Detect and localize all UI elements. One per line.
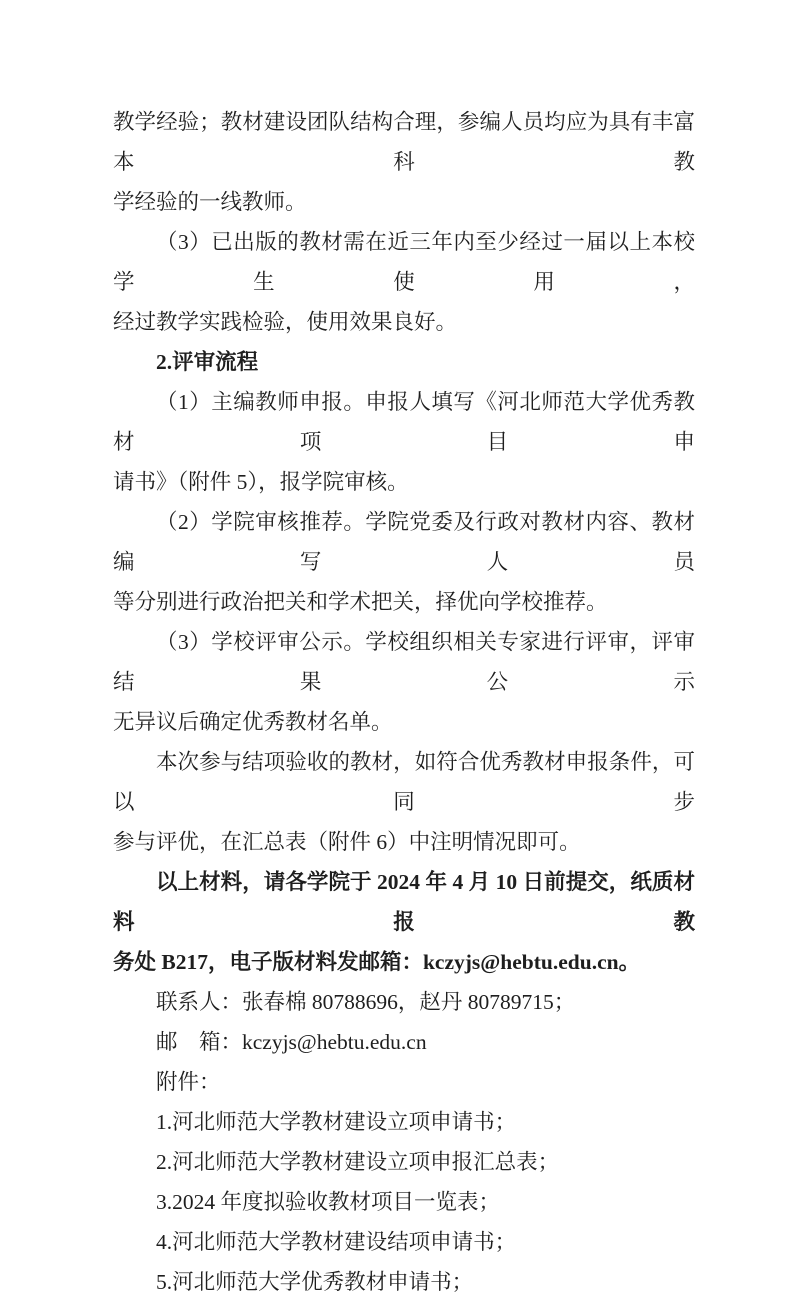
attachments-label: [113, 1062, 695, 1102]
attachment-item-1: [113, 1102, 695, 1142]
heading-review-process: [113, 342, 695, 382]
text-line: （3）已出版的教材需在近三年内至少经过一届以上本校学生使用，: [113, 230, 695, 294]
text-line: 以上材料，请各学院于 2024 年 4 月 10 日前提交，纸质材料报教: [113, 870, 695, 934]
text-line: 3.2024 年度拟验收教材项目一览表；: [156, 1190, 501, 1214]
text-line: 务处 B217，电子版材料发邮箱：kczyjs@hebtu.edu.cn。: [113, 950, 641, 974]
text-line: 1.河北师范大学教材建设立项申请书；: [156, 1110, 517, 1134]
text-line: 学经验的一线教师。: [113, 190, 307, 214]
attachment-item-5: [113, 1262, 695, 1302]
text-line: 本次参与结项验收的教材，如符合优秀教材申报条件，可以同步: [113, 750, 695, 814]
text-line: （2）学院审核推荐。学院党委及行政对教材内容、教材编写人员: [113, 510, 695, 574]
attachment-item-2: [113, 1142, 695, 1182]
attachment-item-4: [113, 1222, 695, 1262]
paragraph-email: [113, 1022, 695, 1062]
text-line: 4.河北师范大学教材建设结项申请书；: [156, 1230, 517, 1254]
text-line: 邮 箱：kczyjs@hebtu.edu.cn: [156, 1030, 427, 1054]
paragraph-item-3-published: [113, 222, 695, 342]
paragraph-submission-deadline: [113, 862, 695, 982]
text-line: 等分别进行政治把关和学术把关，择优向学校推荐。: [113, 590, 608, 614]
paragraph-step-1-declare: [113, 382, 695, 502]
paragraph-step-2-college-review: [113, 502, 695, 622]
text-line: 联系人：张春棉 80788696，赵丹 80789715；: [156, 990, 576, 1014]
attachment-item-3: [113, 1182, 695, 1222]
text-line: （3）学校评审公示。学校组织相关专家进行评审，评审结果公示: [113, 630, 695, 694]
text-line: 参与评优，在汇总表（附件 6）中注明情况即可。: [113, 830, 581, 854]
text-line: （1）主编教师申报。申报人填写《河北师范大学优秀教材项目申: [113, 390, 695, 454]
paragraph-step-3-school-review: [113, 622, 695, 742]
text-line: 5.河北师范大学优秀教材申请书；: [156, 1270, 474, 1294]
document-body: [113, 102, 695, 1302]
text-line: 2.河北师范大学教材建设立项申报汇总表；: [156, 1150, 560, 1174]
text-line: 附件：: [156, 1070, 221, 1094]
text-line: 2.评审流程: [156, 350, 259, 374]
text-line: 请书》（附件 5），报学院审核。: [113, 470, 409, 494]
text-line: 经过教学实践检验，使用效果良好。: [113, 310, 458, 334]
paragraph-concurrent-application: [113, 742, 695, 862]
text-line: 无异议后确定优秀教材名单。: [113, 710, 393, 734]
paragraph-contacts: [113, 982, 695, 1022]
text-line: 教学经验；教材建设团队结构合理，参编人员均应为具有丰富本科教: [113, 110, 695, 174]
paragraph-continuation: [113, 102, 695, 222]
